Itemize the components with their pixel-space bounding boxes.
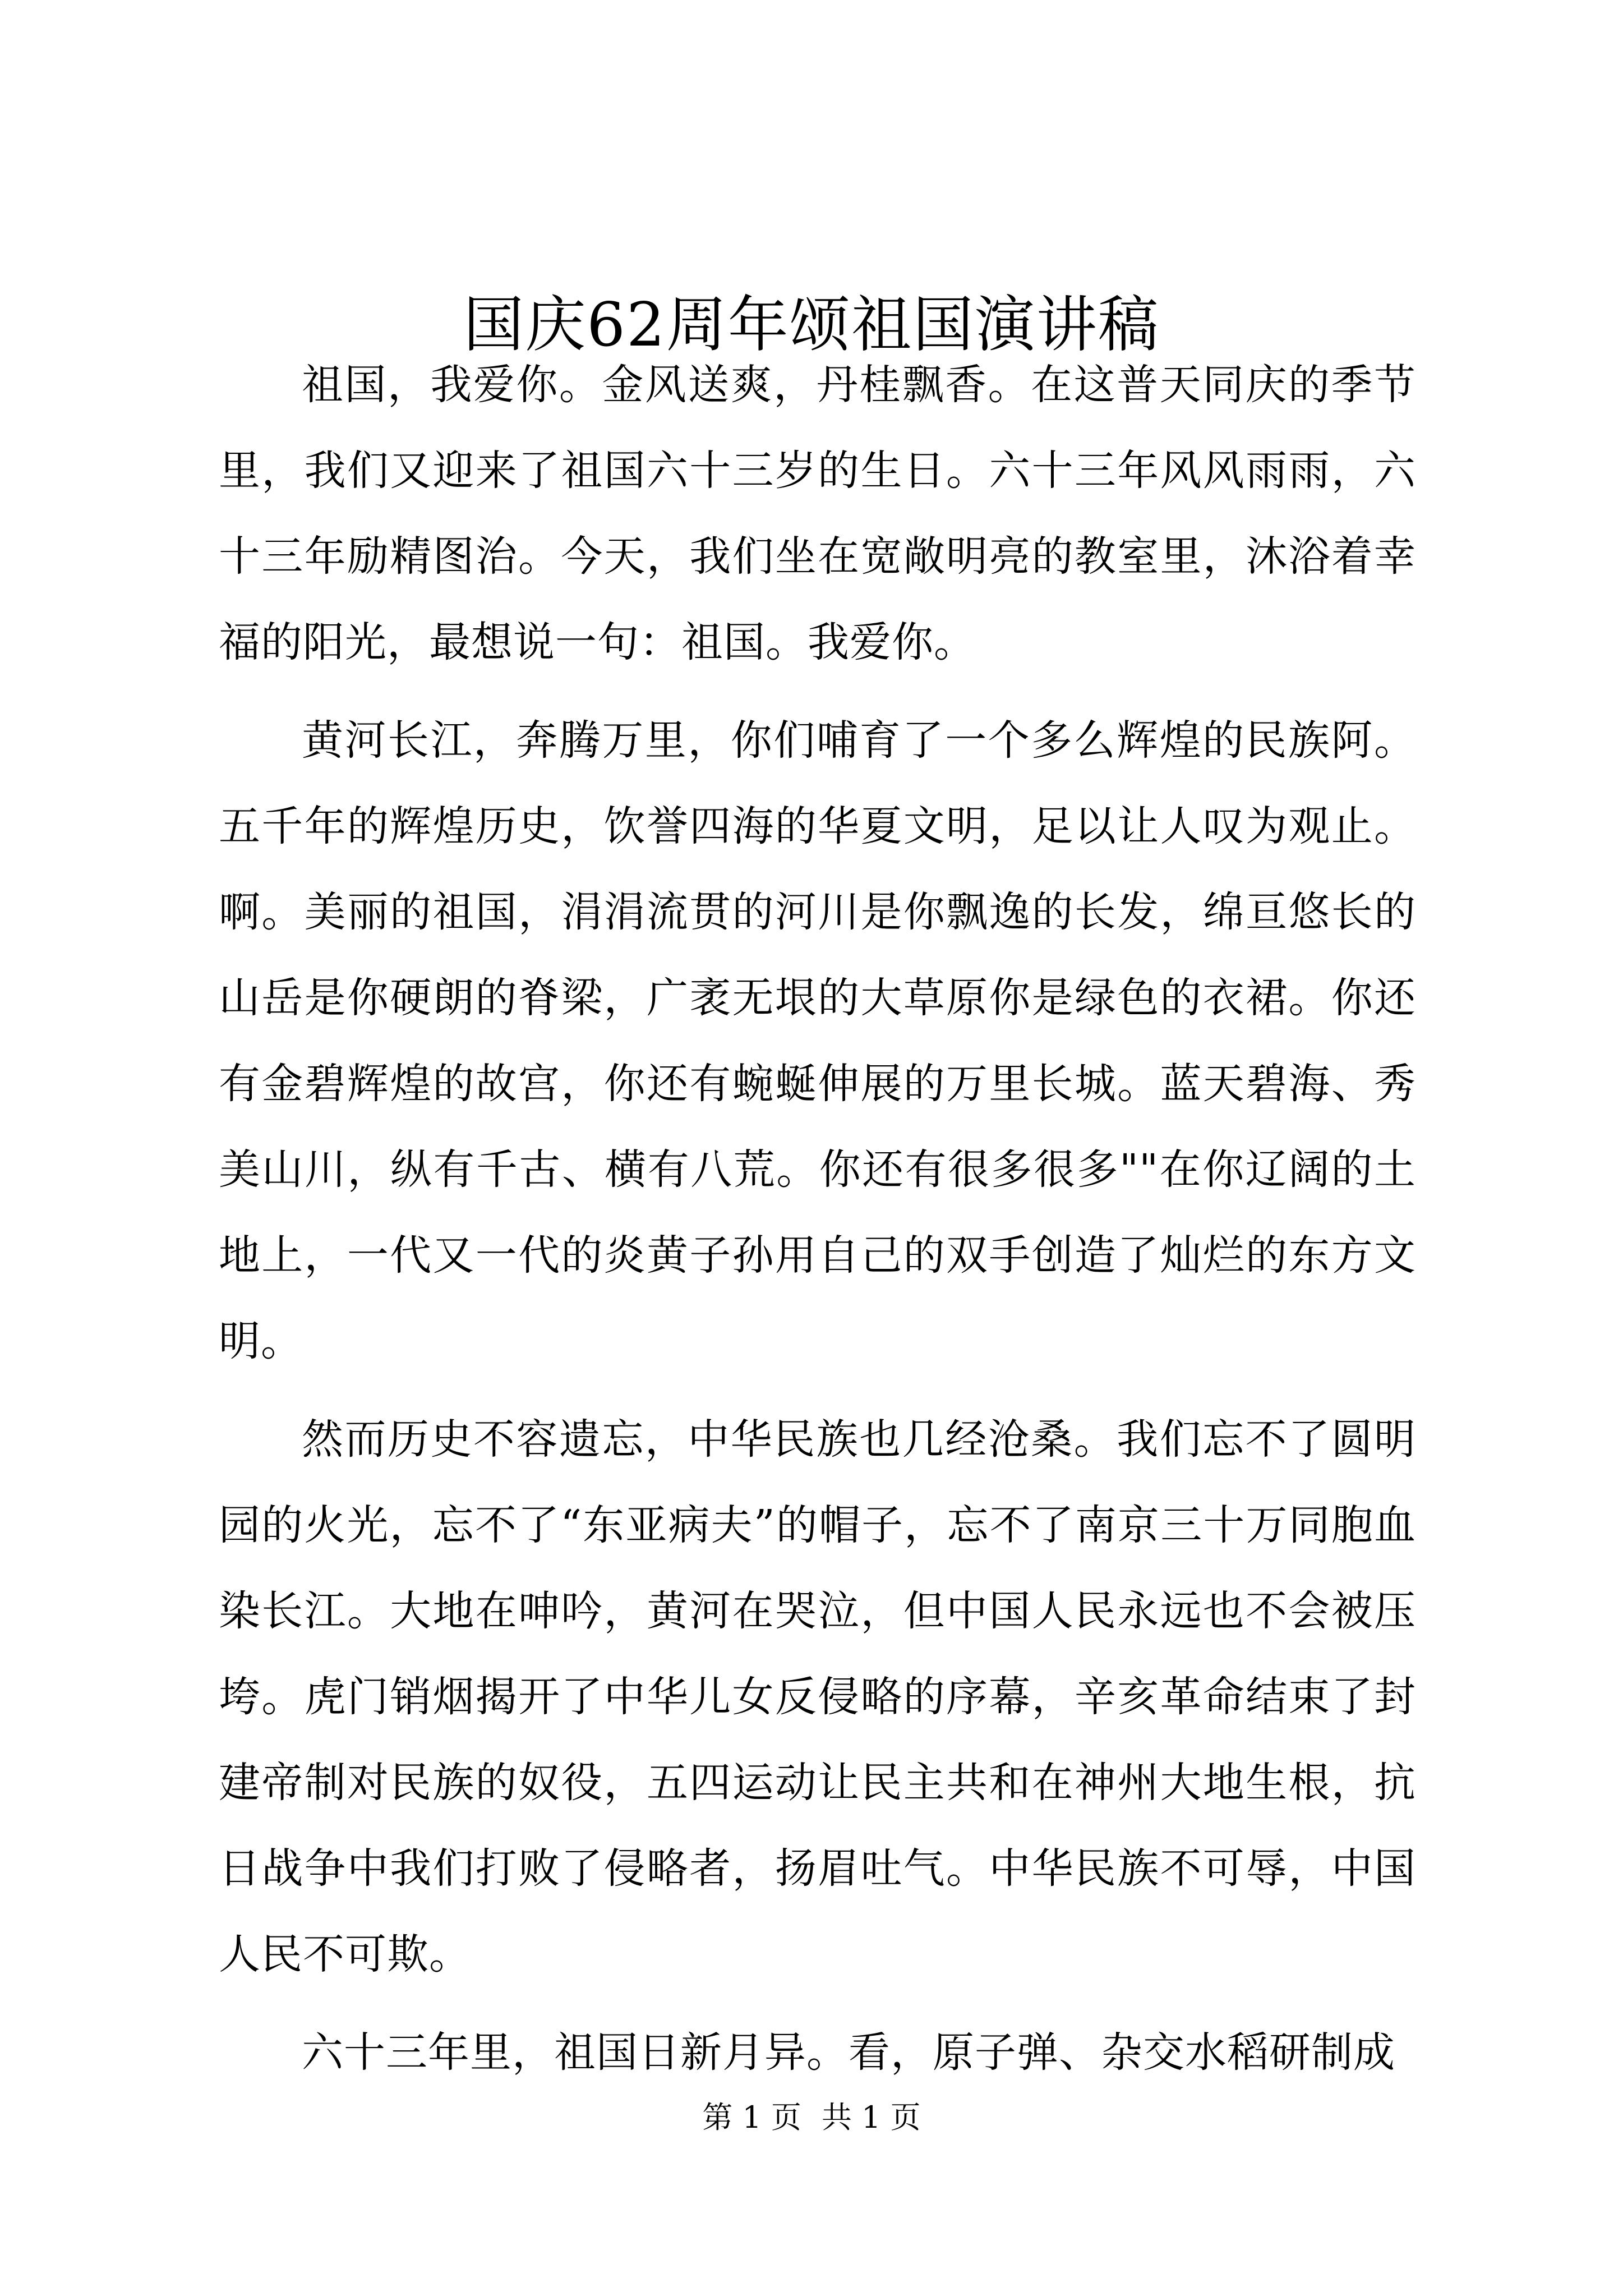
page-footer (0, 2095, 1623, 2140)
document-title: 国庆62周年颂祖国演讲稿 (463, 290, 1160, 360)
page-total: 共 1 页 (822, 2100, 921, 2135)
paragraph-3: 然而历史不容遗忘，中华民族也几经沧桑。我们忘不了圆明园的火光，忘不了“东亚病夫”的帽子，忘不了南京三十万同胞血染长江。大地在呻吟，黄河在哭泣，但中国人民永远也不会被压垮。虎门销烟揭开了中华儿女反侵略的序幕，辛亥革命结束了封建帝制对民族的奴役，五四运动让民主共和在神州大地生根，抗日战争中我们打败了侵略者，扬眉吐气。中华民族不可辱，中国人民不可欺。 (219, 1415, 1416, 1978)
paragraph-1: 祖国，我爱你。金风送爽，丹桂飘香。在这普天同庆的季节里，我们又迎来了祖国六十三岁的生日。六十三年风风雨雨，六十三年励精图治。今天，我们坐在宽敞明亮的教室里，沐浴着幸福的阳光，最想说一句：祖国。我爱你。 (219, 361, 1416, 666)
paragraph-2: 黄河长江，奔腾万里，你们哺育了一个多么辉煌的民族阿。五千年的辉煌历史，饮誉四海的华夏文明，足以让人叹为观止。啊。美丽的祖国，涓涓流贯的河川是你飘逸的长发，绵亘悠长的山岳是你硬朗的脊梁，广袤无垠的大草原你是绿色的衣裙。你还有金碧辉煌的故宫，你还有蜿蜒伸展的万里长城。蓝天碧海、秀美山川，纵有千古、横有八荒。你还有很多很多""在你辽阔的土地上，一代又一代的炎黄子孙用自己的双手创造了灿烂的东方文明。 (219, 716, 1416, 1365)
paragraph-4: 六十三年里，祖国日新月异。看，原子弹、杂交水稻研制成 (302, 2028, 1395, 2077)
document-body (219, 342, 1416, 2096)
page-number: 第 1 页 (702, 2100, 801, 2135)
